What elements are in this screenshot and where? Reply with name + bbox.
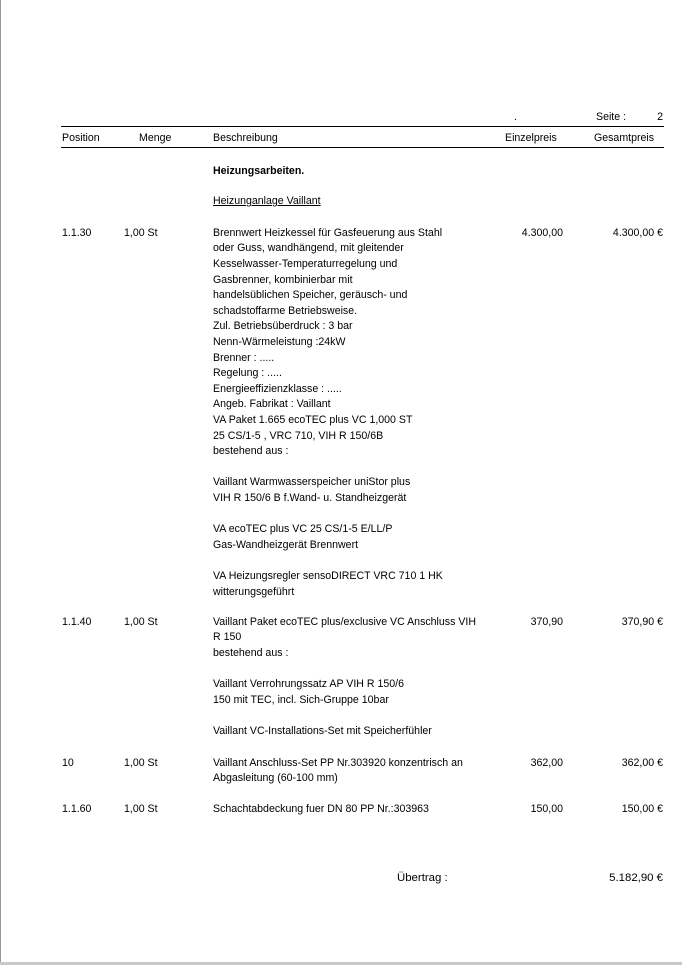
description-line: Zul. Betriebsüberdruck : 3 bar [213,320,353,333]
description-line: Brenner : ..... [213,351,275,364]
item-unit-price: 362,00 [530,757,563,769]
section-title: Heizungsarbeiten. [213,165,305,177]
description-line: Regelung : ..... [213,367,282,380]
item-quantity: 1,00 St [124,227,158,239]
item-unit-price: 4.300,00 [521,227,563,239]
column-position: Position [62,132,100,144]
header-dot: . [514,111,517,123]
description-line: VA Paket 1.665 ecoTEC plus VC 1,000 ST [213,413,413,426]
item-quantity: 1,00 St [124,616,158,628]
description-line: VA Heizungsregler sensoDIRECT VRC 710 1 HK [213,569,443,582]
description-line: Vaillant Verrohrungssatz AP VIH R 150/6 [213,678,404,691]
description-line: handelsüblichen Speicher, geräusch- und [213,289,408,302]
column-unit-price: Einzelpreis [505,132,557,144]
carry-over-value: 5.182,90 € [609,872,663,884]
item-quantity: 1,00 St [124,757,158,769]
item-total-price: 362,00 € [621,757,663,769]
description-line: VA ecoTEC plus VC 25 CS/1-5 E/LL/P [213,523,393,536]
description-line: Vaillant VC-Installations-Set mit Speicherfühler [213,724,432,737]
item-total-price: 150,00 € [621,803,663,815]
header-rule-bottom [61,147,664,148]
item-position: 1.1.60 [62,803,92,815]
description-line: Abgasleitung (60-100 mm) [213,772,338,785]
description-line: bestehend aus : [213,646,289,659]
description-line: schadstoffarme Betriebsweise. [213,304,358,317]
description-line: oder Guss, wandhängend, mit gleitender [213,242,404,255]
description-line: bestehend aus : [213,445,289,458]
page-label: Seite : [596,111,627,123]
description-line: Gas-Wandheizgerät Brennwert [213,538,359,551]
item-unit-price: 370,90 [530,616,563,628]
description-line: Nenn-Wärmeleistung :24kW [213,335,346,348]
header-rule-top [61,126,664,127]
description-line: Vaillant Warmwasserspeicher uniStor plus [213,476,411,489]
page-border-left [0,0,1,965]
description-line: Energieeffizienzklasse : ..... [213,382,342,395]
description-line: Vaillant Anschluss-Set PP Nr.303920 konzentrisch an [213,756,463,769]
column-quantity: Menge [139,132,172,144]
description-line: witterungsgeführt [213,585,295,598]
description-line: 25 CS/1-5 , VRC 710, VIH R 150/6B [213,429,384,442]
description-line: 150 mit TEC, incl. Sich-Gruppe 10bar [213,693,389,706]
description-line: R 150 [213,631,242,644]
description-line: VIH R 150/6 B f.Wand- u. Standheizgerät [213,491,407,504]
column-total-price: Gesamtpreis [594,132,655,144]
description-line: Brennwert Heizkessel für Gasfeuerung aus Stahl [213,226,443,239]
description-line: Vaillant Paket ecoTEC plus/exclusive VC Anschluss VIH [213,615,476,628]
item-position: 10 [62,757,74,769]
section-subtitle: Heizunganlage Vaillant [213,195,321,207]
item-total-price: 370,90 € [621,616,663,628]
description-line: Schachtabdeckung fuer DN 80 PP Nr.:303963 [213,802,429,815]
item-quantity: 1,00 St [124,803,158,815]
page-number: 2 [657,111,663,123]
item-position: 1.1.30 [62,227,92,239]
carry-over-label: Übertrag : [397,872,448,884]
description-line: Kesselwasser-Temperaturregelung und [213,257,398,270]
column-description: Beschreibung [213,132,278,144]
description-line: Gasbrenner, kombinierbar mit [213,273,353,286]
item-position: 1.1.40 [62,616,92,628]
item-total-price: 4.300,00 € [612,227,663,239]
item-unit-price: 150,00 [530,803,563,815]
description-line: Angeb. Fabrikat : Vaillant [213,398,331,411]
